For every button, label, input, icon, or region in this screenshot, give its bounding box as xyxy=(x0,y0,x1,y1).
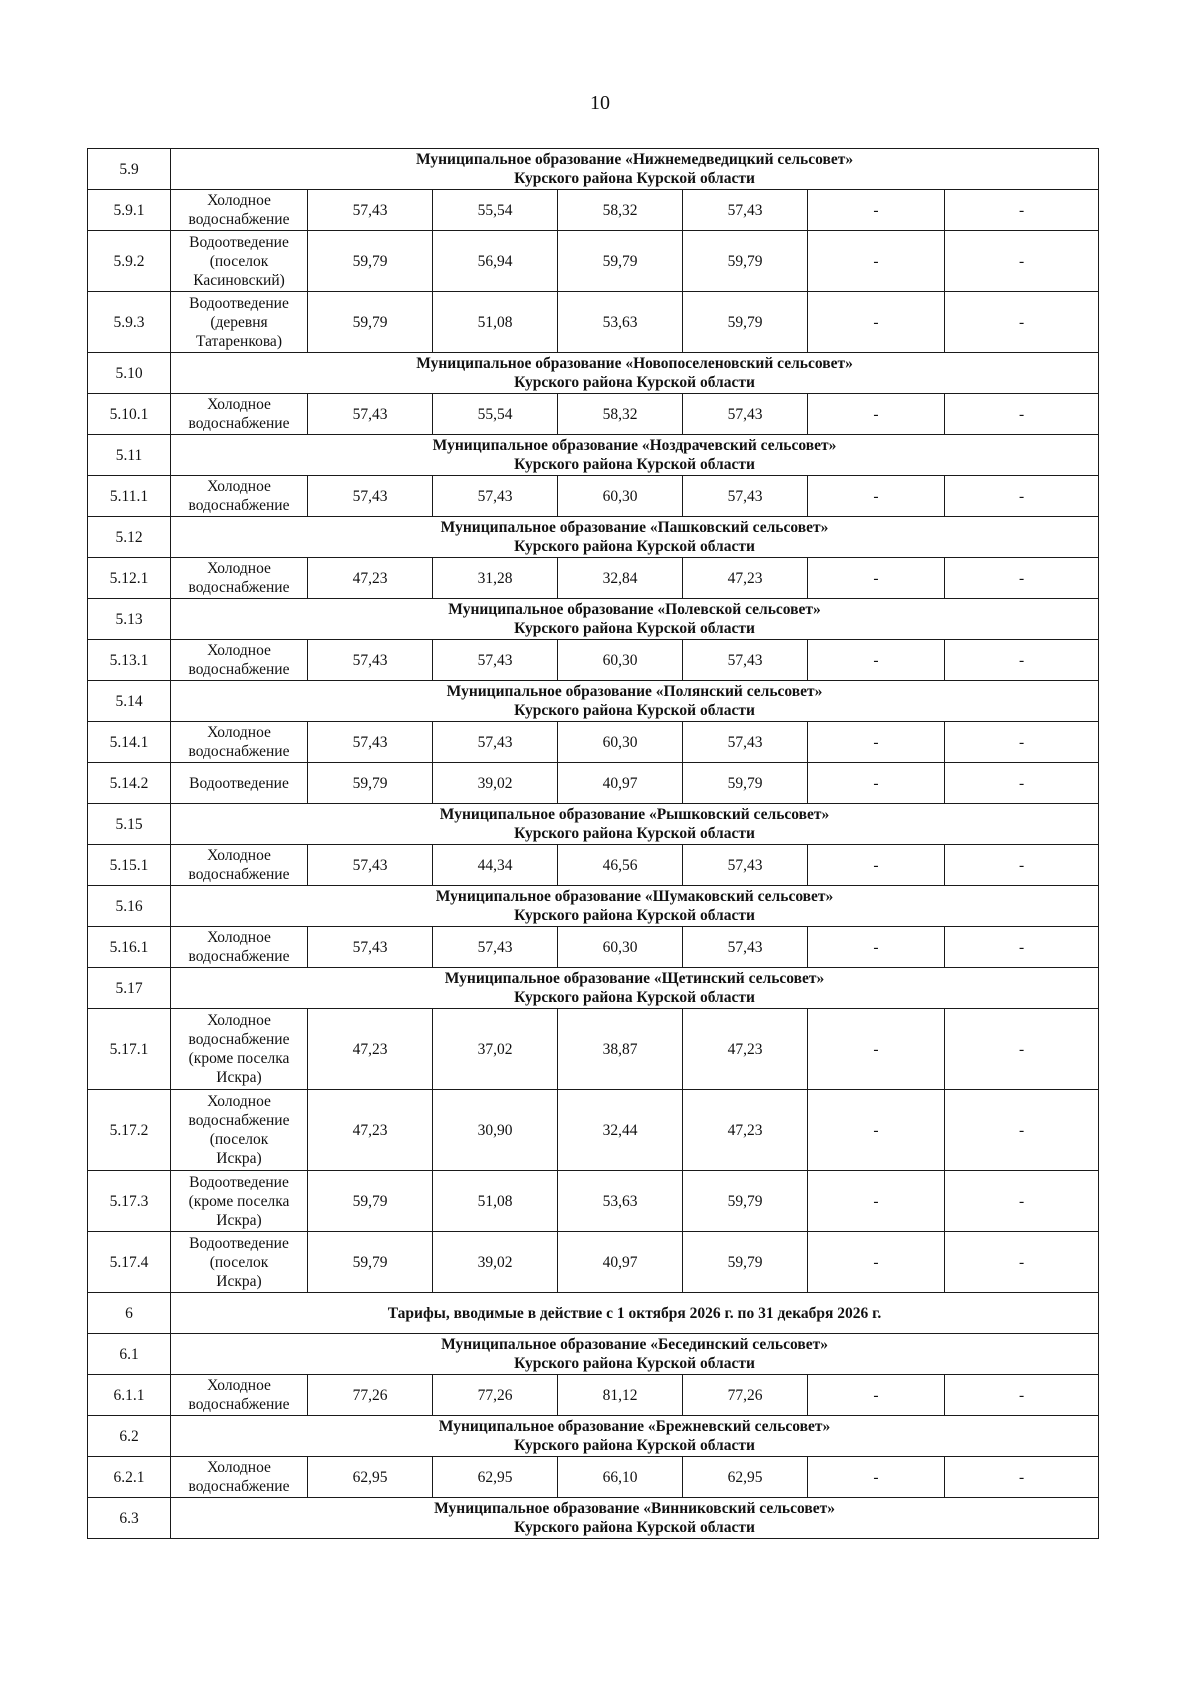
tariff-value: 57,43 xyxy=(308,394,433,435)
service-name-line: Холодное xyxy=(207,396,271,413)
section-row xyxy=(88,435,1099,476)
row-number: 6.3 xyxy=(88,1498,171,1539)
service-name xyxy=(171,1090,308,1171)
tariff-value: 32,84 xyxy=(558,558,683,599)
service-name-line: Касиновский) xyxy=(193,271,285,289)
section-title-line: Курского района Курской области xyxy=(514,170,755,187)
tariff-value: 77,26 xyxy=(433,1375,558,1416)
tariff-value: 47,23 xyxy=(308,1090,433,1171)
row-number: 5.14.2 xyxy=(88,763,171,804)
section-row xyxy=(88,1498,1099,1539)
tariff-value: - xyxy=(808,845,945,886)
section-title xyxy=(171,1334,1099,1375)
section-title-line: Муниципальное образование «Шумаковский сельсовет» xyxy=(435,888,834,905)
tariff-value: 60,30 xyxy=(558,640,683,681)
service-name-line: Холодное xyxy=(207,192,271,209)
section-title-line: Курского района Курской области xyxy=(514,825,755,842)
row-number: 6.2.1 xyxy=(88,1457,171,1498)
table-row xyxy=(88,1171,1099,1232)
tariff-value: - xyxy=(945,1375,1099,1416)
section-title-line: Курского района Курской области xyxy=(514,374,755,391)
service-name xyxy=(171,927,308,968)
service-name xyxy=(171,1232,308,1293)
service-name xyxy=(171,1009,308,1090)
service-name xyxy=(171,292,308,353)
tariff-value: - xyxy=(808,394,945,435)
tariff-value: - xyxy=(808,1171,945,1232)
table-row xyxy=(88,1375,1099,1416)
section-title-line: Муниципальное образование «Винниковский сельсовет» xyxy=(434,1500,835,1517)
tariff-value: - xyxy=(945,190,1099,231)
service-name-line: Водоотведение xyxy=(189,1234,289,1252)
tariff-value: 47,23 xyxy=(683,1009,808,1090)
section-title-line: Муниципальное образование «Пашковский сельсовет» xyxy=(440,519,829,536)
section-row xyxy=(88,968,1099,1009)
section-title-line: Курского района Курской области xyxy=(514,456,755,473)
tariff-table xyxy=(87,148,1099,1539)
service-name-line: Холодное xyxy=(207,478,271,495)
service-name-line: Холодное xyxy=(207,724,271,741)
tariff-value: 37,02 xyxy=(433,1009,558,1090)
tariff-value: - xyxy=(945,394,1099,435)
section-title-line: Курского района Курской области xyxy=(514,1355,755,1372)
section-row xyxy=(88,1416,1099,1457)
service-name-line: водоснабжение xyxy=(188,661,290,678)
service-name-line: водоснабжение xyxy=(188,1478,290,1495)
row-number: 5.11.1 xyxy=(88,476,171,517)
tariff-value: 59,79 xyxy=(683,1171,808,1232)
section-title xyxy=(171,681,1099,722)
tariff-value: 58,32 xyxy=(558,190,683,231)
section-title xyxy=(171,599,1099,640)
section-title-line: Тарифы, вводимые в действие с 1 октября 2026 г. по 31 декабря 2026 г. xyxy=(387,1304,882,1322)
service-name-line: водоснабжение xyxy=(188,948,290,965)
row-number: 5.11 xyxy=(88,435,171,476)
section-title-line: Курского района Курской области xyxy=(514,1437,755,1454)
service-name-line: водоснабжение xyxy=(188,579,290,596)
tariff-value: 59,79 xyxy=(683,292,808,353)
tariff-value: 60,30 xyxy=(558,722,683,763)
row-number: 5.14.1 xyxy=(88,722,171,763)
section-title xyxy=(171,1416,1099,1457)
table-row xyxy=(88,476,1099,517)
tariff-value: 44,34 xyxy=(433,845,558,886)
tariff-value: - xyxy=(945,558,1099,599)
tariff-value: 59,79 xyxy=(308,292,433,353)
row-number: 5.15.1 xyxy=(88,845,171,886)
row-number: 5.12.1 xyxy=(88,558,171,599)
section-title xyxy=(171,886,1099,927)
tariff-value: 31,28 xyxy=(433,558,558,599)
service-name-line: водоснабжение xyxy=(188,743,290,760)
section-title-line: Курского района Курской области xyxy=(514,702,755,719)
service-name-line: (поселок xyxy=(209,1131,269,1148)
tariff-value: - xyxy=(945,927,1099,968)
tariff-value: 57,43 xyxy=(433,640,558,681)
tariff-value: - xyxy=(808,763,945,804)
tariff-value: 57,43 xyxy=(683,640,808,681)
tariff-value: 59,79 xyxy=(308,1171,433,1232)
section-title-line: Курского района Курской области xyxy=(514,620,755,637)
section-title xyxy=(171,149,1099,190)
tariff-value: - xyxy=(945,763,1099,804)
service-name-line: Водоотведение xyxy=(189,294,289,312)
row-number: 5.15 xyxy=(88,804,171,845)
tariff-value: 47,23 xyxy=(308,558,433,599)
service-name xyxy=(171,1457,308,1498)
service-name xyxy=(171,1171,308,1232)
section-row xyxy=(88,149,1099,190)
tariff-value: - xyxy=(808,927,945,968)
service-name-line: Искра) xyxy=(216,1272,262,1290)
service-name xyxy=(171,845,308,886)
tariff-value: - xyxy=(808,1009,945,1090)
section-row xyxy=(88,804,1099,845)
tariff-value: - xyxy=(945,1457,1099,1498)
tariff-value: 59,79 xyxy=(308,231,433,292)
tariff-value: 57,43 xyxy=(308,927,433,968)
tariff-value: - xyxy=(945,476,1099,517)
tariff-value: - xyxy=(945,1090,1099,1171)
table-row xyxy=(88,640,1099,681)
service-name-line: Холодное xyxy=(207,847,271,864)
section-title-line: Муниципальное образование «Щетинский сельсовет» xyxy=(444,970,825,987)
section-title-line: Муниципальное образование «Бесединский сельсовет» xyxy=(441,1336,828,1353)
tariff-value: 47,23 xyxy=(683,1090,808,1171)
tariff-value: 39,02 xyxy=(433,763,558,804)
service-name-line: водоснабжение xyxy=(188,1112,290,1129)
section-title-line: Курского района Курской области xyxy=(514,1519,755,1536)
row-number: 6.1 xyxy=(88,1334,171,1375)
service-name xyxy=(171,558,308,599)
tariff-value: 77,26 xyxy=(683,1375,808,1416)
tariff-value: - xyxy=(945,292,1099,353)
tariff-value: 57,43 xyxy=(683,190,808,231)
tariff-value: 53,63 xyxy=(558,292,683,353)
service-name-line: (поселок xyxy=(209,1253,269,1271)
tariff-value: 51,08 xyxy=(433,292,558,353)
section-row xyxy=(88,886,1099,927)
section-title xyxy=(171,517,1099,558)
row-number: 5.12 xyxy=(88,517,171,558)
tariff-value: 30,90 xyxy=(433,1090,558,1171)
tariff-value: - xyxy=(945,640,1099,681)
service-name-line: (деревня xyxy=(210,313,268,331)
service-name-line: Водоотведение xyxy=(189,1173,289,1191)
tariff-value: - xyxy=(808,558,945,599)
tariff-value: - xyxy=(808,190,945,231)
tariff-value: 59,79 xyxy=(308,1232,433,1293)
service-name xyxy=(171,476,308,517)
service-name-line: (поселок xyxy=(209,252,269,270)
tariff-value: 77,26 xyxy=(308,1375,433,1416)
tariff-value: 57,43 xyxy=(683,927,808,968)
section-row xyxy=(88,1334,1099,1375)
tariff-value: 38,87 xyxy=(558,1009,683,1090)
service-name-line: Холодное xyxy=(207,1093,271,1110)
tariff-value: 55,54 xyxy=(433,190,558,231)
service-name-line: Холодное xyxy=(207,560,271,577)
tariff-value: 51,08 xyxy=(433,1171,558,1232)
tariff-value: - xyxy=(945,1232,1099,1293)
tariff-value: - xyxy=(945,231,1099,292)
tariff-value: 32,44 xyxy=(558,1090,683,1171)
row-number: 5.17.3 xyxy=(88,1171,171,1232)
service-name-line: Искра) xyxy=(216,1150,262,1167)
section-title-line: Курского района Курской области xyxy=(514,989,755,1006)
service-name xyxy=(171,722,308,763)
row-number: 6.2 xyxy=(88,1416,171,1457)
table-row xyxy=(88,1090,1099,1171)
tariff-value: 57,43 xyxy=(308,190,433,231)
tariff-value: 57,43 xyxy=(308,640,433,681)
tariff-value: - xyxy=(808,1457,945,1498)
table-row xyxy=(88,231,1099,292)
service-name xyxy=(171,763,308,804)
tariff-value: 53,63 xyxy=(558,1171,683,1232)
tariff-value: - xyxy=(808,1090,945,1171)
table-row xyxy=(88,394,1099,435)
tariff-value: 59,79 xyxy=(683,763,808,804)
service-name-line: Татаренкова) xyxy=(196,332,282,350)
tariff-value: - xyxy=(808,476,945,517)
row-number: 5.13 xyxy=(88,599,171,640)
row-number: 6 xyxy=(88,1293,171,1334)
section-title xyxy=(171,353,1099,394)
row-number: 5.10.1 xyxy=(88,394,171,435)
table-row xyxy=(88,763,1099,804)
tariff-value: 57,43 xyxy=(433,927,558,968)
tariff-value: 57,43 xyxy=(683,845,808,886)
tariff-value: 59,79 xyxy=(683,1232,808,1293)
tariff-value: 60,30 xyxy=(558,927,683,968)
row-number: 5.9.1 xyxy=(88,190,171,231)
section-title-line: Муниципальное образование «Полевской сельсовет» xyxy=(448,601,821,618)
section-row xyxy=(88,681,1099,722)
service-name xyxy=(171,394,308,435)
tariff-value: 57,43 xyxy=(308,476,433,517)
section-title-line: Муниципальное образование «Брежневский сельсовет» xyxy=(438,1418,831,1435)
tariff-value: 60,30 xyxy=(558,476,683,517)
row-number: 6.1.1 xyxy=(88,1375,171,1416)
table-row xyxy=(88,190,1099,231)
section-title-line: Муниципальное образование «Рышковский сельсовет» xyxy=(439,806,830,823)
tariff-value: 40,97 xyxy=(558,763,683,804)
service-name-line: Холодное xyxy=(207,1012,271,1029)
table-row xyxy=(88,1457,1099,1498)
row-number: 5.9.2 xyxy=(88,231,171,292)
tariff-value: 39,02 xyxy=(433,1232,558,1293)
tariff-value: 59,79 xyxy=(308,763,433,804)
section-title-line: Курского района Курской области xyxy=(514,907,755,924)
tariff-value: - xyxy=(945,1171,1099,1232)
section-row xyxy=(88,517,1099,558)
tariff-value: - xyxy=(945,722,1099,763)
tariff-value: 57,43 xyxy=(683,476,808,517)
row-number: 5.16.1 xyxy=(88,927,171,968)
service-name xyxy=(171,640,308,681)
section-title xyxy=(171,435,1099,476)
row-number: 5.17 xyxy=(88,968,171,1009)
service-name-line: Водоотведение xyxy=(189,774,289,792)
service-name-line: водоснабжение xyxy=(188,1031,290,1048)
tariff-value: 62,95 xyxy=(433,1457,558,1498)
tariff-value: 57,43 xyxy=(308,845,433,886)
tariff-value: - xyxy=(808,292,945,353)
table-row xyxy=(88,845,1099,886)
section-title xyxy=(171,1293,1099,1334)
row-number: 5.17.1 xyxy=(88,1009,171,1090)
service-name-line: Искра) xyxy=(216,1069,262,1086)
tariff-value: - xyxy=(808,1375,945,1416)
section-title-line: Муниципальное образование «Нижнемедведицкий сельсовет» xyxy=(415,151,854,168)
row-number: 5.10 xyxy=(88,353,171,394)
section-title xyxy=(171,804,1099,845)
service-name xyxy=(171,190,308,231)
row-number: 5.14 xyxy=(88,681,171,722)
tariff-value: 59,79 xyxy=(683,231,808,292)
table-row xyxy=(88,1009,1099,1090)
tariff-value: 40,97 xyxy=(558,1232,683,1293)
row-number: 5.17.2 xyxy=(88,1090,171,1171)
table-row xyxy=(88,1232,1099,1293)
tariff-value: 57,43 xyxy=(683,394,808,435)
tariff-value: 66,10 xyxy=(558,1457,683,1498)
section-row xyxy=(88,353,1099,394)
page-number: 10 xyxy=(590,92,610,114)
tariff-value: 57,43 xyxy=(433,476,558,517)
section-title xyxy=(171,1498,1099,1539)
service-name-line: Холодное xyxy=(207,1459,271,1476)
service-name xyxy=(171,1375,308,1416)
service-name-line: водоснабжение xyxy=(188,415,290,432)
tariff-value: 81,12 xyxy=(558,1375,683,1416)
service-name-line: водоснабжение xyxy=(188,866,290,883)
section-row xyxy=(88,1293,1099,1334)
section-title-line: Курского района Курской области xyxy=(514,538,755,555)
table-row xyxy=(88,558,1099,599)
tariff-value: 56,94 xyxy=(433,231,558,292)
section-title-line: Муниципальное образование «Новопоселеновский сельсовет» xyxy=(416,355,853,372)
service-name-line: Водоотведение xyxy=(189,233,289,251)
tariff-value: 58,32 xyxy=(558,394,683,435)
row-number: 5.16 xyxy=(88,886,171,927)
service-name-line: (кроме поселка xyxy=(188,1192,290,1210)
tariff-value: 57,43 xyxy=(433,722,558,763)
tariff-value: - xyxy=(945,1009,1099,1090)
tariff-value: 57,43 xyxy=(308,722,433,763)
section-title-line: Муниципальное образование «Полянский сельсовет» xyxy=(446,683,823,700)
section-row xyxy=(88,599,1099,640)
service-name-line: водоснабжение xyxy=(188,1396,290,1413)
table-row xyxy=(88,722,1099,763)
tariff-value: 47,23 xyxy=(308,1009,433,1090)
service-name xyxy=(171,231,308,292)
row-number: 5.13.1 xyxy=(88,640,171,681)
tariff-value: - xyxy=(808,1232,945,1293)
table-row xyxy=(88,292,1099,353)
section-title-line: Муниципальное образование «Ноздрачевский сельсовет» xyxy=(432,437,837,454)
service-name-line: Холодное xyxy=(207,1377,271,1394)
tariff-value: 62,95 xyxy=(683,1457,808,1498)
tariff-value: - xyxy=(945,845,1099,886)
tariff-value: 59,79 xyxy=(558,231,683,292)
tariff-value: - xyxy=(808,231,945,292)
service-name-line: Холодное xyxy=(207,929,271,946)
service-name-line: Искра) xyxy=(216,1211,262,1229)
tariff-value: 57,43 xyxy=(683,722,808,763)
tariff-value: - xyxy=(808,722,945,763)
service-name-line: водоснабжение xyxy=(188,497,290,514)
row-number: 5.17.4 xyxy=(88,1232,171,1293)
service-name-line: водоснабжение xyxy=(188,211,290,228)
service-name-line: (кроме поселка xyxy=(188,1050,290,1067)
row-number: 5.9 xyxy=(88,149,171,190)
tariff-value: - xyxy=(808,640,945,681)
tariff-value: 46,56 xyxy=(558,845,683,886)
table-row xyxy=(88,927,1099,968)
section-title xyxy=(171,968,1099,1009)
tariff-value: 47,23 xyxy=(683,558,808,599)
tariff-value: 62,95 xyxy=(308,1457,433,1498)
service-name-line: Холодное xyxy=(207,642,271,659)
tariff-value: 55,54 xyxy=(433,394,558,435)
row-number: 5.9.3 xyxy=(88,292,171,353)
